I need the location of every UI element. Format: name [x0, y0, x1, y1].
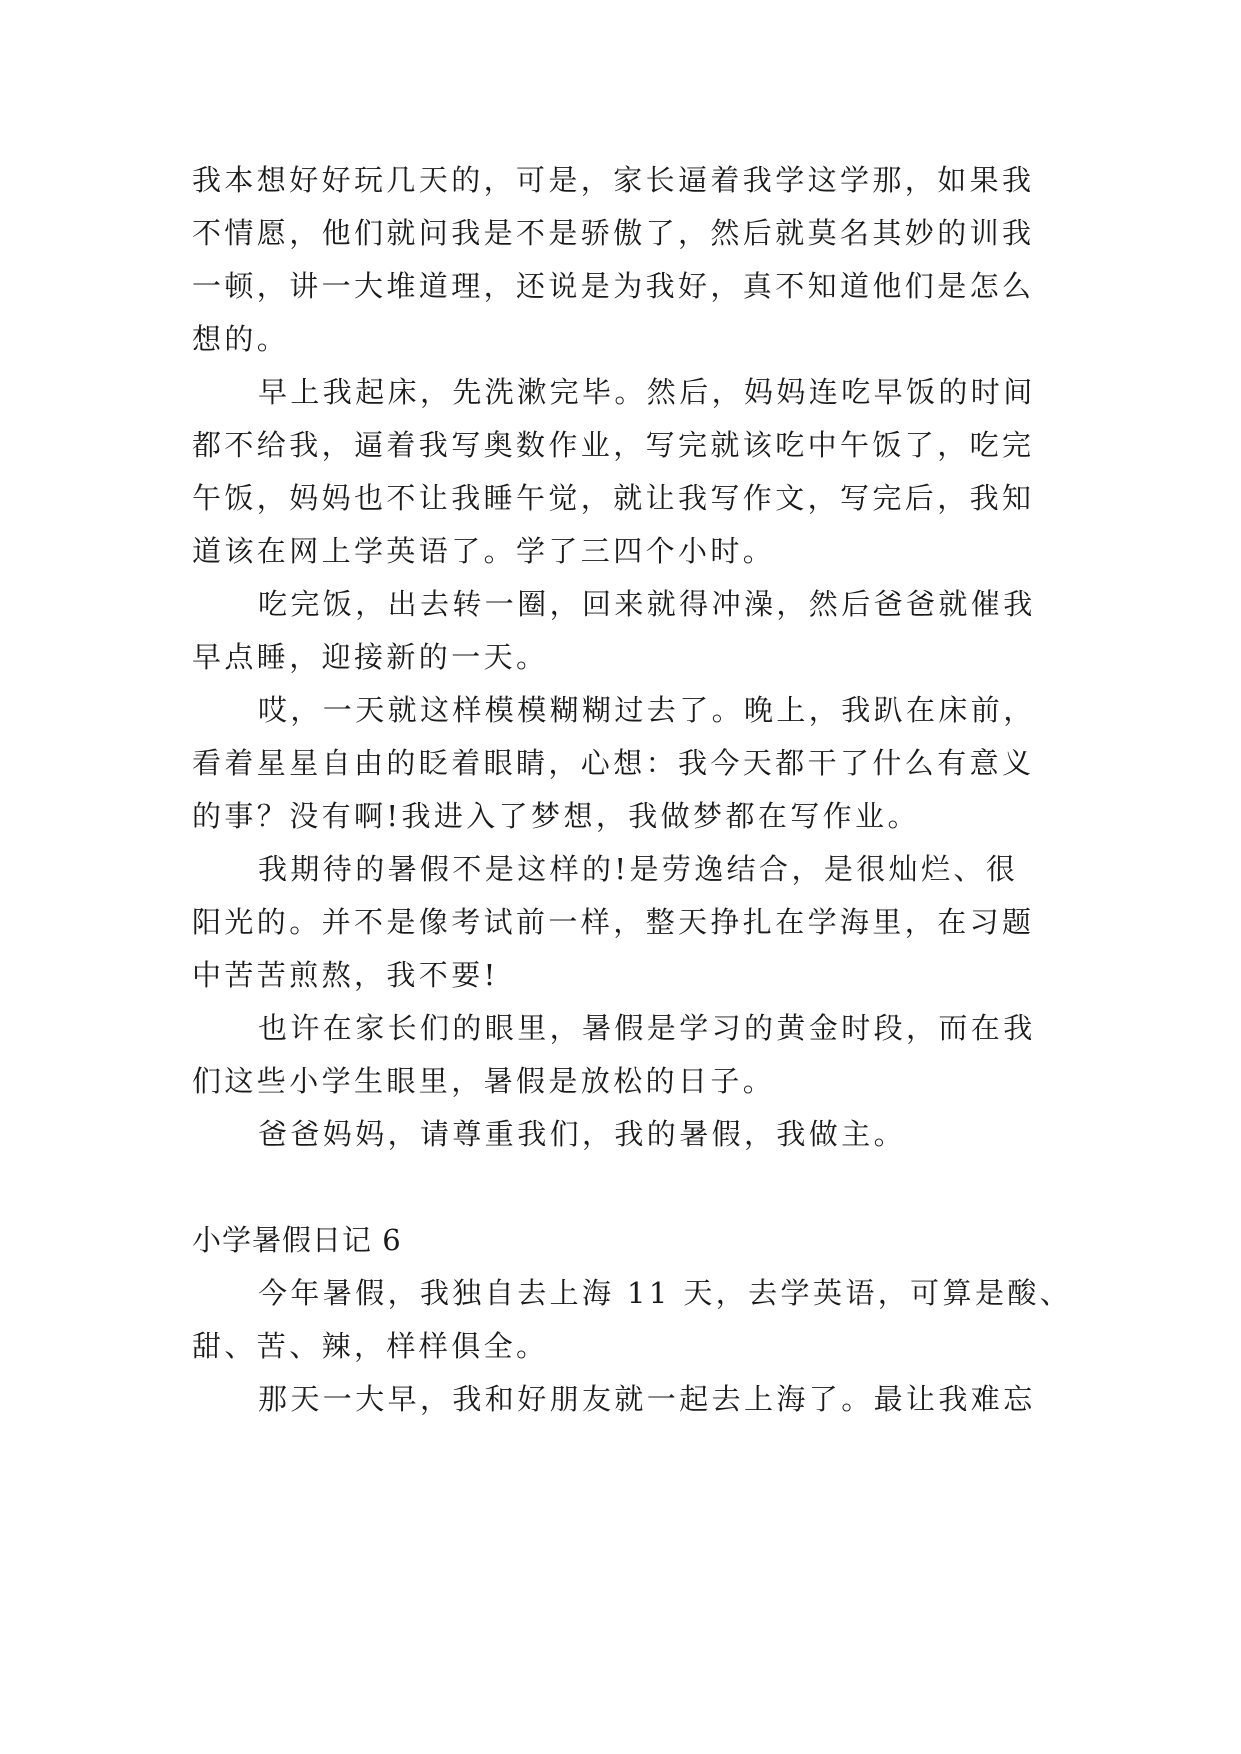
paragraph-line: 甜、苦、辣，样样俱全。 [192, 1329, 549, 1363]
paragraph-line: 看着星星自由的眨着眼睛，心想：我今天都干了什么有意义 [192, 746, 1035, 780]
paragraph-line: 早上我起床，先洗漱完毕。然后，妈妈连吃早饭的时间 [258, 375, 1036, 409]
paragraph-line: 的事？没有啊!我进入了梦想，我做梦都在写作业。 [192, 799, 920, 833]
paragraph-line: 早点睡，迎接新的一天。 [192, 640, 549, 674]
paragraph-line: 哎，一天就这样模模糊糊过去了。晚上，我趴在床前， [258, 693, 1036, 727]
section-title: 小学暑假日记 6 [192, 1223, 402, 1257]
paragraph-line: 们这些小学生眼里，暑假是放松的日子。 [192, 1064, 776, 1098]
paragraph-line: 我本想好好玩几天的，可是，家长逼着我学这学那，如果我 [192, 163, 1035, 197]
paragraph-line: 午饭，妈妈也不让我睡午觉，就让我写作文，写完后，我知 [192, 481, 1035, 515]
paragraph-line: 今年暑假，我独自去上海 11 天，去学英语，可算是酸、 [258, 1276, 1073, 1310]
paragraph-line: 不情愿，他们就问我是不是骄傲了，然后就莫名其妙的训我 [192, 216, 1035, 250]
paragraph-line: 想的。 [192, 322, 290, 356]
paragraph-line: 也许在家长们的眼里，暑假是学习的黄金时段，而在我 [258, 1011, 1036, 1045]
paragraph-line: 一顿，讲一大堆道理，还说是为我好，真不知道他们是怎么 [192, 269, 1035, 303]
paragraph-line: 爸爸妈妈，请尊重我们，我的暑假，我做主。 [258, 1117, 907, 1151]
paragraph-line: 那天一大早，我和好朋友就一起去上海了。最让我难忘 [258, 1382, 1036, 1416]
paragraph-line: 道该在网上学英语了。学了三四个小时。 [192, 534, 776, 568]
paragraph-line: 我期待的暑假不是这样的!是劳逸结合，是很灿烂、很 [258, 852, 1019, 886]
paragraph-line: 阳光的。并不是像考试前一样，整天挣扎在学海里，在习题 [192, 905, 1035, 939]
paragraph-line: 都不给我，逼着我写奥数作业，写完就该吃中午饭了，吃完 [192, 428, 1035, 462]
paragraph-line: 吃完饭，出去转一圈，回来就得冲澡，然后爸爸就催我 [258, 587, 1036, 621]
paragraph-line: 中苦苦煎熬，我不要! [192, 958, 499, 992]
